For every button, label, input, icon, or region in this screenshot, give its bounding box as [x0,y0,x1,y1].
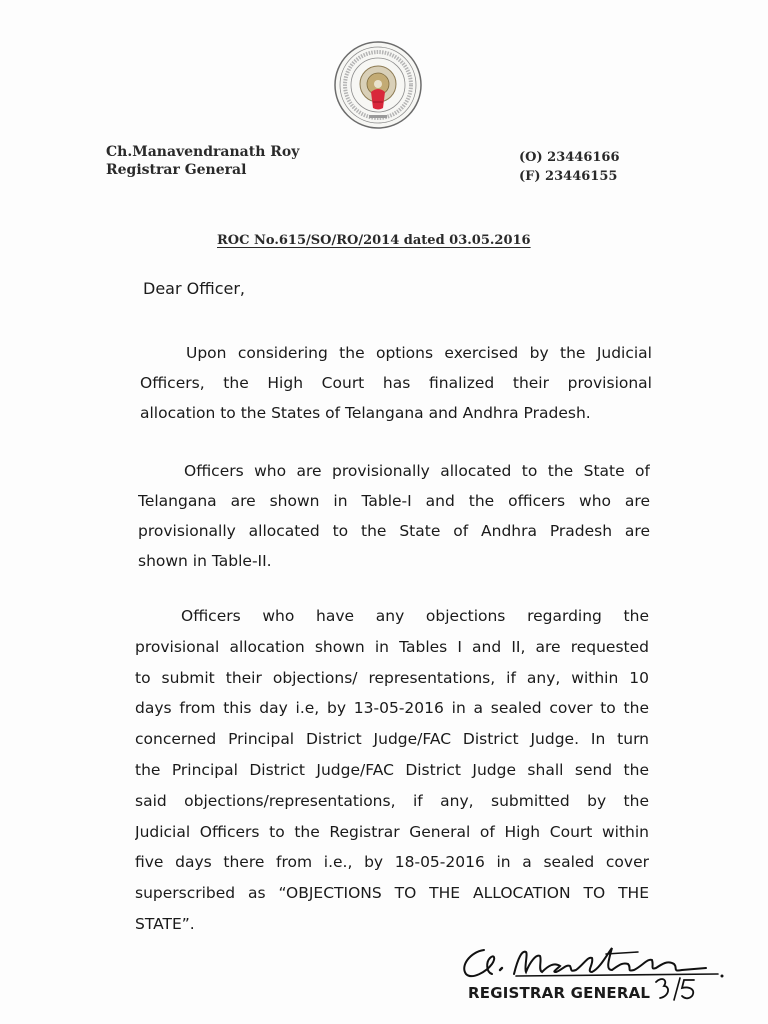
sender-block [106,143,299,179]
paragraph-line: superscribed as “OBJECTIONS TO THE ALLOCATION TO THE [135,884,649,903]
paragraph-line: provisionally allocated to the State of Andhra Pradesh are [138,522,650,540]
salutation: Dear Officer, [143,279,245,298]
office-phone: (O) 23446166 [519,150,620,165]
sender-designation: Registrar General [106,162,247,178]
signatory-title: REGISTRAR GENERAL [468,984,651,1002]
paragraph-line: shown in Table-II. [138,552,272,570]
paragraph-line: concerned Principal District Judge/FAC District Judge. In turn [135,730,649,749]
paragraph-line: Officers who are provisionally allocated to the State of [184,462,650,480]
reference-number: ROC No.615/SO/RO/2014 dated 03.05.2016 [217,233,531,248]
paragraph-line: Officers, the High Court has finalized their provisional [140,374,652,392]
paragraph-line: provisional allocation shown in Tables I and II, are requested [135,637,649,656]
paragraph-line: to submit their objections/ representations, if any, within 10 [135,668,649,687]
sender-name: Ch.Manavendranath Roy [106,144,300,160]
paragraph-line: Telangana are shown in Table-I and the officers who are [138,492,650,510]
paragraph-line: the Principal District Judge/FAC District Judge shall send the [135,760,649,779]
paragraph-2 [138,456,650,576]
paragraph-line: Officers who have any objections regarding the [181,607,649,625]
handwritten-date-icon [652,974,702,1004]
paragraph-line: Upon considering the options exercised by the Judicial [186,344,652,362]
paragraph-line: five days there from i.e., by 18-05-2016 in a sealed cover [135,853,649,872]
paragraph-line: STATE”. [135,914,195,933]
contact-block [519,148,620,186]
paragraph-3 [135,601,649,940]
court-seal-icon [333,40,423,130]
paragraph-line: said objections/representations, if any, submitted by the [135,791,649,810]
paragraph-line: Judicial Officers to the Registrar General of High Court within [135,822,649,841]
paragraph-line: days from this day i.e, by 13-05-2016 in a sealed cover to the [135,699,649,718]
paragraph-1 [140,338,652,428]
paragraph-line: allocation to the States of Telangana and Andhra Pradesh. [140,404,591,422]
fax-number: (F) 23446155 [519,169,618,184]
